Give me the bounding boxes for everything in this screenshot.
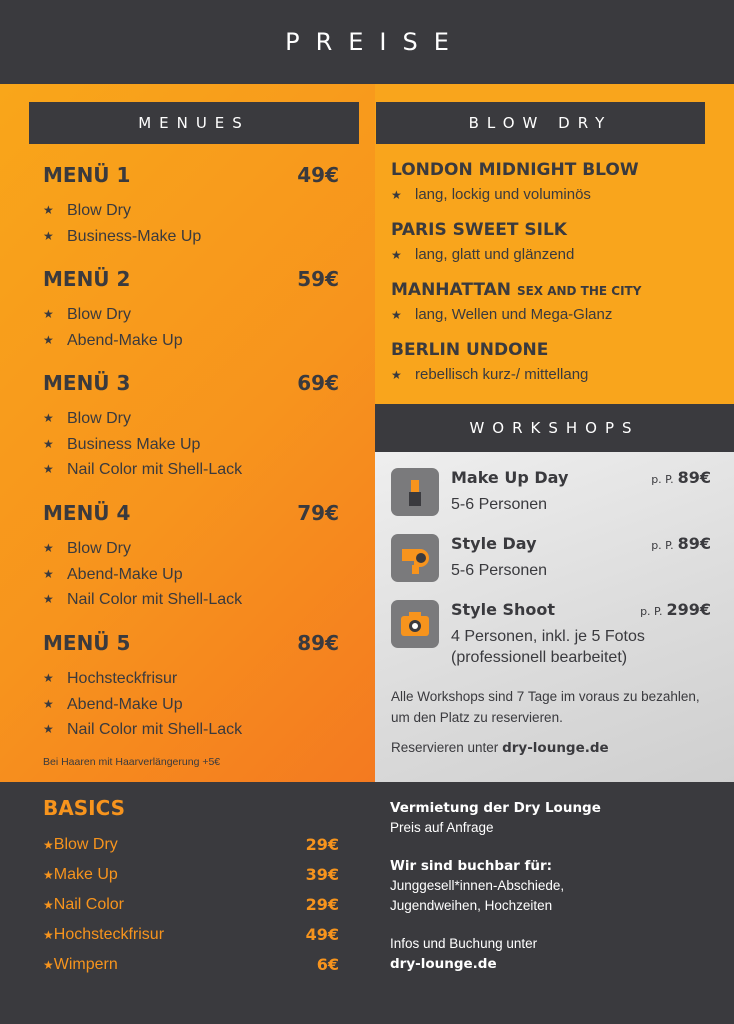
blow-dry-desc: lang, lockig und voluminös bbox=[415, 186, 591, 203]
footer-panel bbox=[0, 782, 734, 1024]
contact-link[interactable]: dry-lounge.de bbox=[390, 956, 497, 972]
workshop-reserve: Reservieren unter dry-lounge.de bbox=[391, 740, 609, 756]
lipstick-icon bbox=[391, 468, 439, 516]
hairdryer-icon bbox=[391, 534, 439, 582]
star-icon: ★ bbox=[43, 838, 54, 852]
blow-dry-item bbox=[391, 340, 721, 386]
info-section bbox=[390, 798, 710, 974]
star-icon: ★ bbox=[43, 671, 54, 685]
workshop-desc: 5-6 Personen bbox=[451, 496, 548, 513]
blow-dry-subtitle: SEX AND THE CITY bbox=[516, 284, 642, 298]
bookable-line: Jugendweihen, Hochzeiten bbox=[390, 898, 553, 913]
blow-dry-item bbox=[391, 160, 721, 206]
basics-heading: BASICS bbox=[43, 796, 126, 820]
menu-note: Bei Haaren mit Haarverlängerung +5€ bbox=[43, 756, 221, 768]
workshop-info: Alle Workshops sind 7 Tage im voraus zu bezahlen, um den Platz zu reservieren. bbox=[391, 689, 700, 725]
menu-price: 49€ bbox=[297, 163, 339, 187]
workshop-price: 89€ bbox=[677, 534, 711, 553]
page-title: PREISE bbox=[285, 28, 465, 56]
menu-service: ★ Blow Dry bbox=[43, 302, 339, 328]
basic-item: ★Hochsteckfrisur 49€ bbox=[43, 920, 339, 950]
menu-price: 69€ bbox=[297, 371, 339, 395]
basic-price: 6€ bbox=[316, 955, 339, 974]
menu-name: MENÜ 5 bbox=[43, 631, 131, 655]
star-icon: ★ bbox=[43, 462, 54, 476]
reserve-link[interactable]: dry-lounge.de bbox=[502, 740, 609, 756]
menues-heading: MENUES bbox=[29, 102, 359, 144]
per-person-label: p. P. bbox=[640, 605, 663, 618]
star-icon: ★ bbox=[43, 958, 54, 972]
basic-price: 39€ bbox=[305, 865, 339, 884]
star-icon: ★ bbox=[43, 307, 54, 321]
workshop-item bbox=[391, 600, 711, 668]
workshop-name: Make Up Day bbox=[451, 468, 569, 487]
workshop-desc: 4 Personen, inkl. je 5 Fotos (professionell bearbeitet) bbox=[451, 628, 645, 666]
blow-dry-name: PARIS SWEET SILK bbox=[391, 220, 567, 240]
basics-section bbox=[43, 796, 339, 980]
star-icon: ★ bbox=[43, 541, 54, 555]
star-icon: ★ bbox=[43, 868, 54, 882]
menu-card bbox=[43, 264, 339, 353]
star-icon: ★ bbox=[391, 308, 402, 322]
workshop-name: Style Shoot bbox=[451, 600, 556, 619]
contact-line: Infos und Buchung unter bbox=[390, 936, 538, 951]
star-icon: ★ bbox=[43, 436, 54, 451]
workshop-price: 299€ bbox=[666, 600, 711, 619]
workshops-heading: WORKSHOPS bbox=[375, 404, 734, 452]
rental-title: Vermietung der Dry Lounge bbox=[390, 800, 601, 816]
menu-card bbox=[43, 160, 339, 249]
star-icon: ★ bbox=[43, 332, 54, 347]
star-icon: ★ bbox=[391, 188, 402, 202]
menu-name: MENÜ 1 bbox=[43, 163, 131, 187]
blow-dry-desc: lang, glatt und glänzend bbox=[415, 246, 575, 263]
workshop-name: Style Day bbox=[451, 534, 537, 553]
per-person-label: p. P. bbox=[651, 539, 674, 552]
blow-dry-item bbox=[391, 220, 721, 266]
blow-dry-heading: BLOW DRY bbox=[376, 102, 705, 144]
basic-price: 49€ bbox=[305, 925, 339, 944]
star-icon: ★ bbox=[391, 248, 402, 262]
menu-price: 89€ bbox=[297, 631, 339, 655]
star-icon: ★ bbox=[391, 368, 402, 382]
menu-card bbox=[43, 368, 339, 483]
menu-service: ★ Hochsteckfrisur bbox=[43, 666, 339, 692]
workshops-panel bbox=[375, 404, 734, 782]
star-icon: ★ bbox=[43, 898, 54, 912]
menu-service: ★ Abend-Make Up bbox=[43, 692, 339, 718]
menu-card bbox=[43, 628, 339, 743]
per-person-label: p. P. bbox=[651, 473, 674, 486]
menu-price: 59€ bbox=[297, 267, 339, 291]
blow-dry-panel bbox=[375, 84, 734, 404]
rental-sub: Preis auf Anfrage bbox=[390, 820, 494, 835]
bookable-title: Wir sind buchbar für: bbox=[390, 858, 553, 874]
menu-service: ★ Blow Dry bbox=[43, 406, 339, 432]
blow-dry-item bbox=[391, 280, 721, 326]
basic-item: ★Wimpern 6€ bbox=[43, 950, 339, 980]
menu-name: MENÜ 3 bbox=[43, 371, 131, 395]
star-icon: ★ bbox=[43, 592, 54, 606]
menu-name: MENÜ 4 bbox=[43, 501, 131, 525]
menu-service: ★ Business Make Up bbox=[43, 432, 339, 458]
basic-item: ★Nail Color 29€ bbox=[43, 890, 339, 920]
blow-dry-desc: rebellisch kurz-/ mittellang bbox=[415, 366, 589, 383]
menu-name: MENÜ 2 bbox=[43, 267, 131, 291]
blow-dry-name: LONDON MIDNIGHT BLOW bbox=[391, 160, 639, 180]
workshop-item bbox=[391, 534, 711, 582]
blow-dry-name: MANHATTAN bbox=[391, 280, 512, 300]
star-icon: ★ bbox=[43, 228, 54, 243]
camera-icon bbox=[391, 600, 439, 648]
star-icon: ★ bbox=[43, 722, 54, 736]
blow-dry-name: BERLIN UNDONE bbox=[391, 340, 549, 360]
menu-service: ★ Blow Dry bbox=[43, 536, 339, 562]
workshop-price: 89€ bbox=[677, 468, 711, 487]
star-icon: ★ bbox=[43, 696, 54, 711]
blow-dry-desc: lang, Wellen und Mega-Glanz bbox=[415, 306, 613, 323]
menues-panel bbox=[0, 84, 375, 782]
menu-service: ★ Nail Color mit Shell-Lack bbox=[43, 457, 339, 483]
menu-service: ★ Nail Color mit Shell-Lack bbox=[43, 717, 339, 743]
menu-service: ★ Abend-Make Up bbox=[43, 562, 339, 588]
star-icon: ★ bbox=[43, 411, 54, 425]
menu-service: ★ Blow Dry bbox=[43, 198, 339, 224]
menu-service: ★ Business-Make Up bbox=[43, 224, 339, 250]
star-icon: ★ bbox=[43, 928, 54, 942]
menu-service: ★ Nail Color mit Shell-Lack bbox=[43, 587, 339, 613]
menu-card bbox=[43, 498, 339, 613]
page-header bbox=[0, 0, 734, 84]
basic-item: ★Blow Dry 29€ bbox=[43, 830, 339, 860]
star-icon: ★ bbox=[43, 566, 54, 581]
basic-price: 29€ bbox=[305, 895, 339, 914]
workshop-desc: 5-6 Personen bbox=[451, 562, 548, 579]
basic-item: ★Make Up 39€ bbox=[43, 860, 339, 890]
menu-price: 79€ bbox=[297, 501, 339, 525]
workshop-item bbox=[391, 468, 711, 516]
star-icon: ★ bbox=[43, 203, 54, 217]
bookable-line: Junggesell*innen-Abschiede, bbox=[390, 878, 565, 893]
basic-price: 29€ bbox=[305, 835, 339, 854]
menu-service: ★ Abend-Make Up bbox=[43, 328, 339, 354]
